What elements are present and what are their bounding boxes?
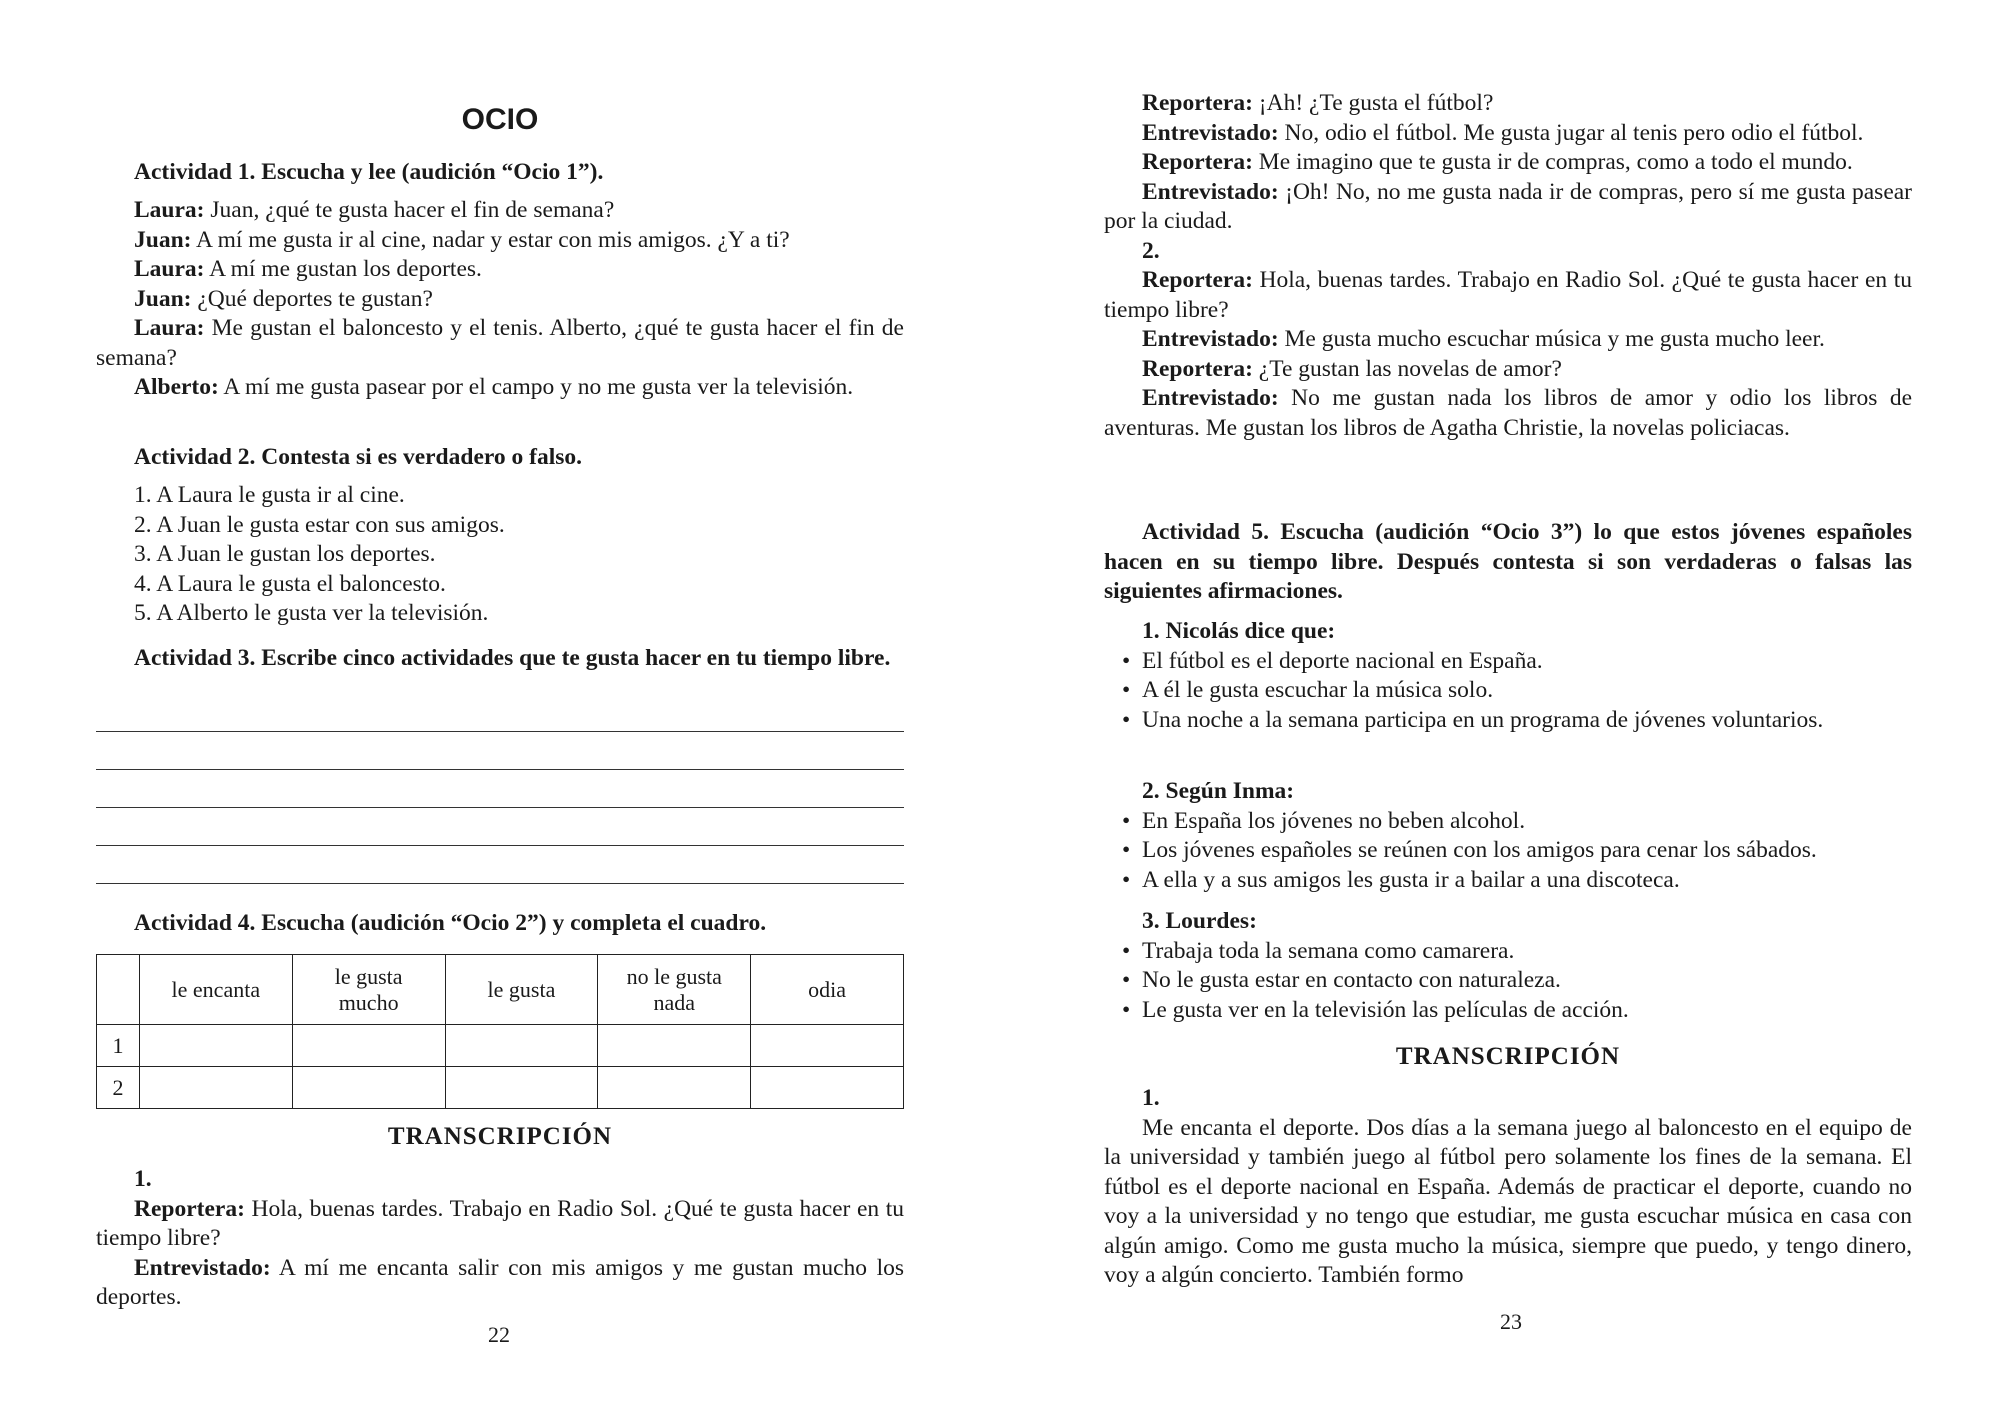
table-row bbox=[97, 1025, 904, 1067]
transcription-number: 1. bbox=[1142, 1085, 1160, 1111]
activity-5-group-3 bbox=[1104, 907, 1912, 1025]
bullet-item: • A ella y a sus amigos les gusta ir a bailar a una discoteca. bbox=[1104, 866, 1912, 896]
row-number: 1 bbox=[97, 1025, 140, 1067]
list-item: 4. A Laura le gusta el baloncesto. bbox=[134, 570, 446, 597]
row-number: 2 bbox=[97, 1067, 140, 1109]
activity-2-heading: Actividad 2. Contesta si es verdadero o falso. bbox=[134, 444, 583, 470]
table-cell[interactable] bbox=[598, 1025, 751, 1067]
transcription-number: 2. bbox=[1142, 237, 1160, 264]
bullet-item: • Los jóvenes españoles se reúnen con los amigos para cenar los sábados. bbox=[1104, 836, 1912, 866]
dialogue-line: Entrevistado: No me gustan nada los libros de amor y odio los libros de aventuras. Me gustan los libros de Agatha Christie, la novelas policiacas. bbox=[1104, 385, 1912, 441]
table-header-cell: le gusta bbox=[445, 955, 598, 1025]
answer-line[interactable] bbox=[96, 731, 904, 732]
bullet-item: • Una noche a la semana participa en un programa de jóvenes voluntarios. bbox=[1104, 706, 1912, 736]
dialogue-line: Laura: A mí me gustan los deportes. bbox=[134, 256, 482, 282]
activity-5-group-1 bbox=[1104, 617, 1912, 735]
transcription-paragraph: Me encanta el deporte. Dos días a la semana juego al baloncesto en el equipo de la universidad y también juego al fútbol pero solamente los fines de la semana. El fútbol es el deporte nacional en España. Además de practicar el deporte, cuando no voy a la universidad y no tengo que estudiar, me gusta escuchar música en casa con algún amigo. Como me gusta mucho la música, siempre que puedo, y tengo dinero, voy a algún concierto. También formo bbox=[1104, 1114, 1912, 1288]
bullet-item: • En España los jóvenes no beben alcohol. bbox=[1104, 807, 1912, 837]
table-cell[interactable] bbox=[445, 1025, 598, 1067]
dialogue-line: Entrevistado: ¡Oh! No, no me gusta nada ir de compras, pero sí me gusta pasear por la ciudad. bbox=[1104, 178, 1912, 234]
bullet-item: • No le gusta estar en contacto con naturaleza. bbox=[1104, 966, 1912, 996]
table-header-cell: odia bbox=[751, 955, 904, 1025]
table-cell[interactable] bbox=[598, 1067, 751, 1109]
page-number: 23 bbox=[1500, 1309, 1522, 1334]
list-item: 1. A Laura le gusta ir al cine. bbox=[134, 482, 405, 508]
transcription-heading: TRANSCRIPCIÓN bbox=[1395, 1043, 1621, 1070]
activity-4-heading: Actividad 4. Escucha (audición “Ocio 2”) y completa el cuadro. bbox=[134, 910, 767, 936]
dialogue-line: Reportera: ¡Ah! ¿Te gusta el fútbol? bbox=[1142, 90, 1494, 116]
activity-1-dialogue bbox=[96, 196, 904, 403]
activity-5-group-2 bbox=[1104, 777, 1912, 895]
dialogue-line: Reportera: ¿Te gustan las novelas de amor? bbox=[1142, 355, 1562, 382]
dialogue-line: Reportera: Hola, buenas tardes. Trabajo en Radio Sol. ¿Qué te gusta hacer en tu tiempo libre? bbox=[1104, 267, 1912, 323]
transcription-continued bbox=[1104, 89, 1912, 443]
page-number: 22 bbox=[488, 1322, 510, 1347]
transcription-body bbox=[96, 1165, 904, 1313]
table-header-row bbox=[97, 955, 904, 1025]
table-header-cell: le encanta bbox=[139, 955, 292, 1025]
dialogue-line: Juan: ¿Qué deportes te gustan? bbox=[134, 285, 433, 312]
answer-line[interactable] bbox=[96, 807, 904, 808]
activity-3-heading: Actividad 3. Escribe cinco actividades que te gusta hacer en tu tiempo libre. bbox=[134, 645, 891, 671]
group-title: 3. Lourdes: bbox=[1142, 908, 1257, 934]
dialogue-line: Alberto: A mí me gusta pasear por el campo y no me gusta ver la televisión. bbox=[134, 374, 854, 400]
table-cell[interactable] bbox=[139, 1067, 292, 1109]
table-cell[interactable] bbox=[751, 1067, 904, 1109]
group-title: 1. Nicolás dice que: bbox=[1142, 618, 1336, 644]
list-item: 5. A Alberto le gusta ver la televisión. bbox=[134, 600, 489, 626]
answer-line[interactable] bbox=[96, 769, 904, 770]
table-cell[interactable] bbox=[751, 1025, 904, 1067]
page-title: OCIO bbox=[461, 103, 539, 136]
table-cell[interactable] bbox=[445, 1067, 598, 1109]
bullet-item: • A él le gusta escuchar la música solo. bbox=[1104, 676, 1912, 706]
bullet-item: • Le gusta ver en la televisión las películas de acción. bbox=[1104, 996, 1912, 1026]
dialogue-line: Laura: Me gustan el baloncesto y el tenis. Alberto, ¿qué te gusta hacer el fin de semana? bbox=[96, 315, 904, 371]
answer-line[interactable] bbox=[96, 845, 904, 846]
table-header-cell bbox=[97, 955, 140, 1025]
answer-line[interactable] bbox=[96, 883, 904, 884]
dialogue-line: Entrevistado: Me gusta mucho escuchar música y me gusta mucho leer. bbox=[1142, 326, 1825, 352]
transcription-body bbox=[1104, 1084, 1912, 1291]
dialogue-line: Entrevistado: A mí me encanta salir con mis amigos y me gustan mucho los deportes. bbox=[96, 1254, 904, 1310]
table-header-cell: le gusta mucho bbox=[292, 955, 445, 1025]
dialogue-line: Entrevistado: No, odio el fútbol. Me gusta jugar al tenis pero odio el fútbol. bbox=[1142, 119, 1864, 146]
group-title: 2. Según Inma: bbox=[1142, 778, 1295, 804]
dialogue-line: Reportera: Me imagino que te gusta ir de compras, como a todo el mundo. bbox=[1142, 149, 1853, 175]
table-cell[interactable] bbox=[292, 1067, 445, 1109]
bullet-item: • El fútbol es el deporte nacional en España. bbox=[1104, 647, 1912, 677]
transcription-heading: TRANSCRIPCIÓN bbox=[387, 1123, 613, 1150]
table-row bbox=[97, 1067, 904, 1109]
transcription-number: 1. bbox=[134, 1166, 152, 1192]
dialogue-line: Juan: A mí me gusta ir al cine, nadar y estar con mis amigos. ¿Y a ti? bbox=[134, 226, 790, 253]
activity-2-list bbox=[96, 481, 904, 629]
list-item: 2. A Juan le gusta estar con sus amigos. bbox=[134, 511, 505, 538]
table-cell[interactable] bbox=[139, 1025, 292, 1067]
dialogue-line: Reportera: Hola, buenas tardes. Trabajo en Radio Sol. ¿Qué te gusta hacer en tu tiempo libre? bbox=[96, 1195, 904, 1251]
right-page bbox=[1104, 0, 1912, 1419]
activity-4-table bbox=[96, 954, 904, 1109]
table-cell[interactable] bbox=[292, 1025, 445, 1067]
left-page bbox=[96, 0, 904, 1419]
activity-1-heading: Actividad 1. Escucha y lee (audición “Ocio 1”). bbox=[134, 159, 604, 185]
bullet-item: • Trabaja toda la semana como camarera. bbox=[1104, 937, 1912, 967]
activity-5-heading: Actividad 5. Escucha (audición “Ocio 3”) lo que estos jóvenes españoles hacen en su tiempo libre. Después contesta si son verdaderas o falsas las siguientes afirmaciones. bbox=[1104, 519, 1912, 604]
table-header-cell: no le gusta nada bbox=[598, 955, 751, 1025]
list-item: 3. A Juan le gustan los deportes. bbox=[134, 541, 436, 567]
dialogue-line: Laura: Juan, ¿qué te gusta hacer el fin de semana? bbox=[134, 197, 615, 223]
